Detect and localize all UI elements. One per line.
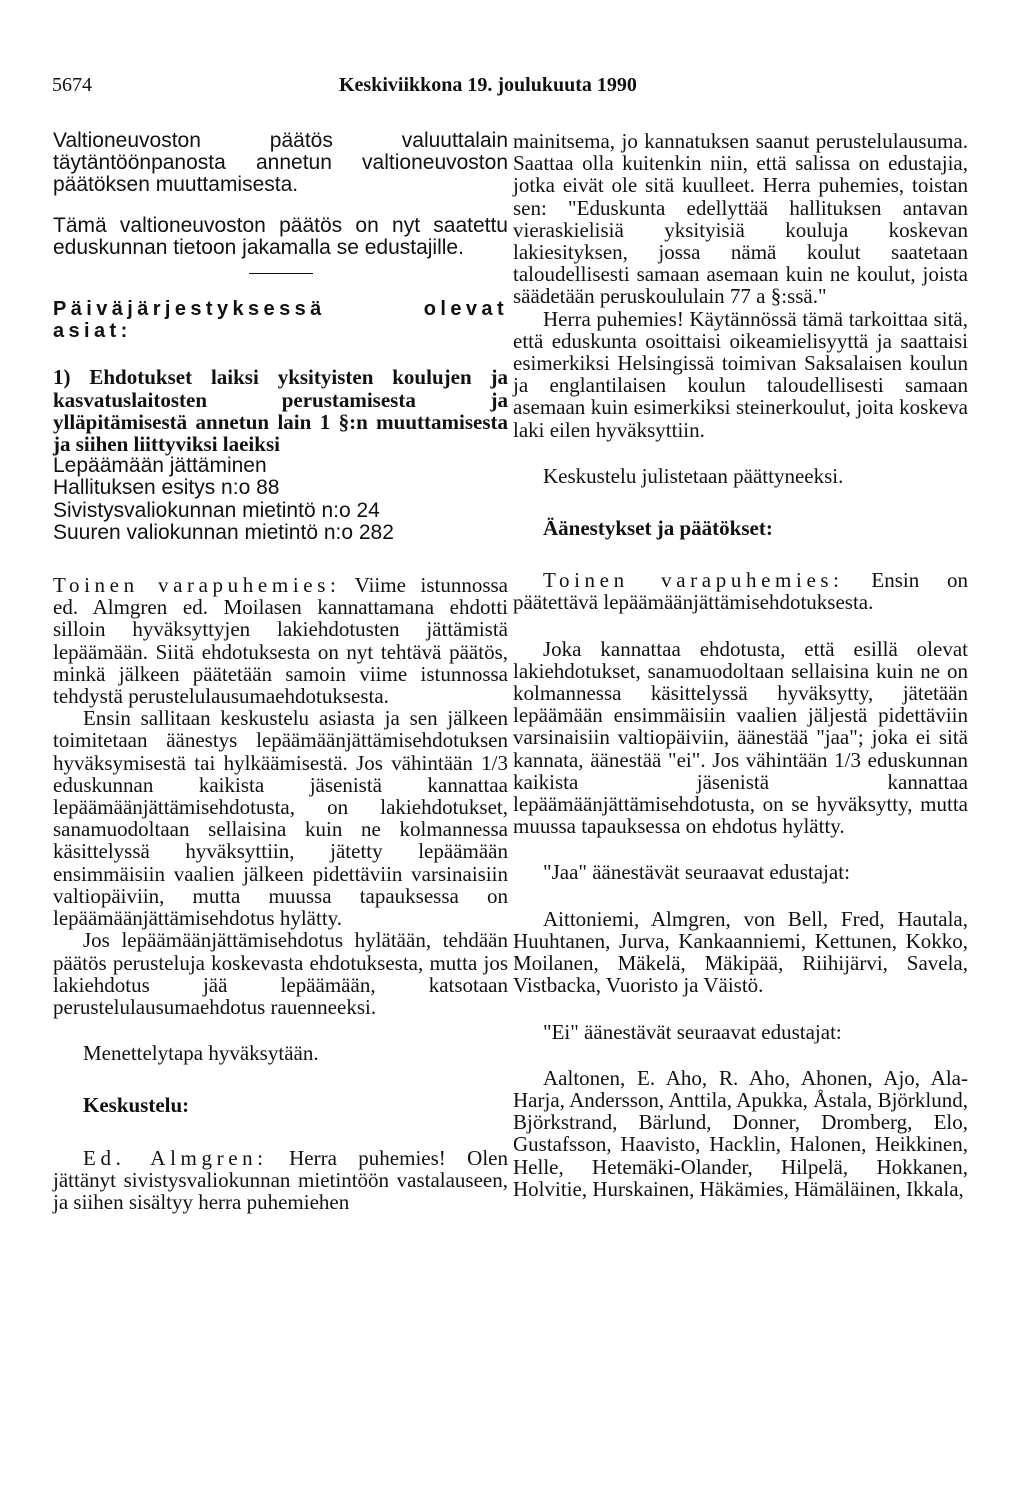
left-column bbox=[53, 130, 508, 1213]
speech-paragraph bbox=[513, 569, 968, 613]
right-column bbox=[513, 130, 968, 1200]
agenda-heading: Päiväjärjestyksessä olevat asiat: bbox=[53, 298, 508, 343]
speaker-name: Ed. Almgren: bbox=[83, 1145, 268, 1170]
speech-text: Ensin on päätettävä lepäämäänjättämisehdotuksesta. bbox=[513, 568, 968, 615]
header-date: Keskiviikkona 19. joulukuuta 1990 bbox=[339, 74, 637, 96]
body-paragraph: Jos lepäämäänjättämisehdotus hylätään, tehdään päätös perusteluja koskevasta ehdotuksesta, mutta jos lakiehdotus jää lepäämään, katsotaan perustelulausumaehdotus rauenneeksi. bbox=[53, 928, 508, 1019]
speech-paragraph bbox=[53, 574, 508, 707]
agenda-item-info bbox=[53, 455, 508, 544]
body-paragraph: mainitsema, jo kannatuksen saanut perustelulausuma. Saattaa olla kuitenkin niin, että salissa on edustajia, jotka eivät ole sitä kuulleet. Herra puhemies, toistan sen: "Eduskunta edellyttää hallituksen antavan vieraskielisiä yksityisiä kouluja koskevan lakiesityksen, jossa nämä koulut saatetaan taloudellisesti samaan asemaan kuin ne koulut, joista säädetään peruskoululain 77 a §:ssä." bbox=[513, 129, 968, 309]
discussion-closed: Keskustelu julistetaan päättyneeksi. bbox=[543, 463, 844, 488]
yes-votes-intro: "Jaa" äänestävät seuraavat edustajat: bbox=[543, 860, 850, 885]
votes-heading: Äänestykset ja päätökset: bbox=[543, 516, 773, 541]
yes-votes-list: Aittoniemi, Almgren, von Bell, Fred, Hautala, Huuhtanen, Jurva, Kankaanniemi, Kettunen, Kokko, Moilanen, Mäkelä, Mäkipää, Riihijärvi, Savela, Vistbacka, Vuoristo ja Väistö. bbox=[513, 906, 968, 998]
no-votes-intro: "Ei" äänestävät seuraavat edustajat: bbox=[543, 1019, 842, 1044]
body-paragraph: Herra puhemies! Käytännössä tämä tarkoittaa sitä, että eduskunta osoittaisi oikeamielisyyttä ja saattaisi esimerkiksi Helsingissä toimivan Saksalaisen koulun ja englantilaisen koulun taloudellisesti samaan asemaan kuin esimerkiksi steinerkoulut, joita koskeva laki eilen hyväksyttiin. bbox=[513, 306, 968, 442]
intro-paragraph-1: Valtioneuvoston päätös valuuttalain täytäntöönpanosta annetun valtioneuvoston päätöksen muuttamisesta. bbox=[53, 129, 508, 197]
speech-paragraph bbox=[53, 1147, 508, 1214]
procedure-statement: Menettelytapa hyväksytään. bbox=[83, 1041, 319, 1066]
info-line: Lepäämään jättäminen bbox=[53, 454, 267, 478]
page-header bbox=[0, 74, 1024, 104]
info-line: Hallituksen esitys n:o 88 bbox=[53, 476, 280, 500]
no-votes-list: Aaltonen, E. Aho, R. Aho, Ahonen, Ajo, Ala-Harja, Andersson, Anttila, Apukka, Åstala, Björklund, Björkstrand, Bärlund, Donner, Dromberg, Elo, Gustafsson, Haavisto, Hacklin, Halonen, Heikkinen, Helle, Hetemäki-Olander, Hilpelä, Hokkanen, Holvitie, Hurskainen, Häkämies, Hämäläinen, Ikkala, bbox=[513, 1065, 968, 1201]
agenda-item-title: 1) Ehdotukset laiksi yksityisten koulujen ja kasvatuslaitosten perustamisesta ja ylläpitämisestä annetun lain 1 §:n muuttamisesta ja siihen liittyviksi laeiksi bbox=[53, 365, 508, 457]
body-paragraph: Ensin sallitaan keskustelu asiasta ja sen jälkeen toimitetaan äänestys lepäämäänjättämisehdotuksen hyväksymisestä tai hylkäämisestä. Jos vähintään 1/3 eduskunnan kaikista jäsenistä kannattaa lepäämäänjättämisehdotusta, on lakiehdotukset, sanamuodoltaan sellaisina kuin ne kolmannessa käsittelyssä hyväksyttiin, jätetty lepäämään ensimmäisiin vaalien jälkeen pidettäviin varsinaisiin valtiopäiviin, mutta muussa tapauksessa on lepäämäänjättämisehdotus hylätty. bbox=[53, 706, 508, 931]
speaker-name: Toinen varapuhemies: bbox=[53, 573, 341, 598]
discussion-heading: Keskustelu: bbox=[83, 1093, 190, 1118]
voting-instructions: Joka kannattaa ehdotusta, että esillä olevat lakiehdotukset, sanamuodoltaan sellaisina kuin ne on kolmannessa käsittelyssä hyväksytty, jätetään lepäämään ensimmäisiin vaalien jäljestä pidettäviin varsinaisiin valtiopäiviin, äänestää "jaa"; joka ei sitä kannata, äänestää "ei". Jos vähintään 1/3 eduskunnan kaikista jäsenistä kannattaa lepäämäänjättämisehdotusta, on se hyväksytty, mutta muussa tapauksessa on ehdotus hylätty. bbox=[513, 636, 968, 839]
intro-paragraph-2: Tämä valtioneuvoston päätös on nyt saatettu eduskunnan tietoon jakamalla se edustajille. bbox=[53, 213, 508, 259]
page-number: 5674 bbox=[52, 74, 92, 96]
speech-text: Herra puhemies! Olen jättänyt sivistysvaliokunnan mietintöön vastalauseen, ja siihen sisältyy herra puhemiehen bbox=[53, 1145, 508, 1214]
speaker-name: Toinen varapuhemies: bbox=[543, 568, 844, 593]
info-line: Sivistysvaliokunnan mietintö n:o 24 bbox=[53, 498, 380, 522]
info-line: Suuren valiokunnan mietintö n:o 282 bbox=[53, 520, 394, 544]
speech-text: Viime istunnossa ed. Almgren ed. Moilasen kannattamana ehdotti silloin hyväksyttyjen lakiehdotusten jättämistä lepäämään. Siitä ehdotuksesta on nyt tehtävä päätös, minkä jälkeen päätetään samoin viime istunnossa tehdystä perustelulausumaehdotuksesta. bbox=[53, 573, 509, 709]
section-divider bbox=[249, 273, 313, 274]
